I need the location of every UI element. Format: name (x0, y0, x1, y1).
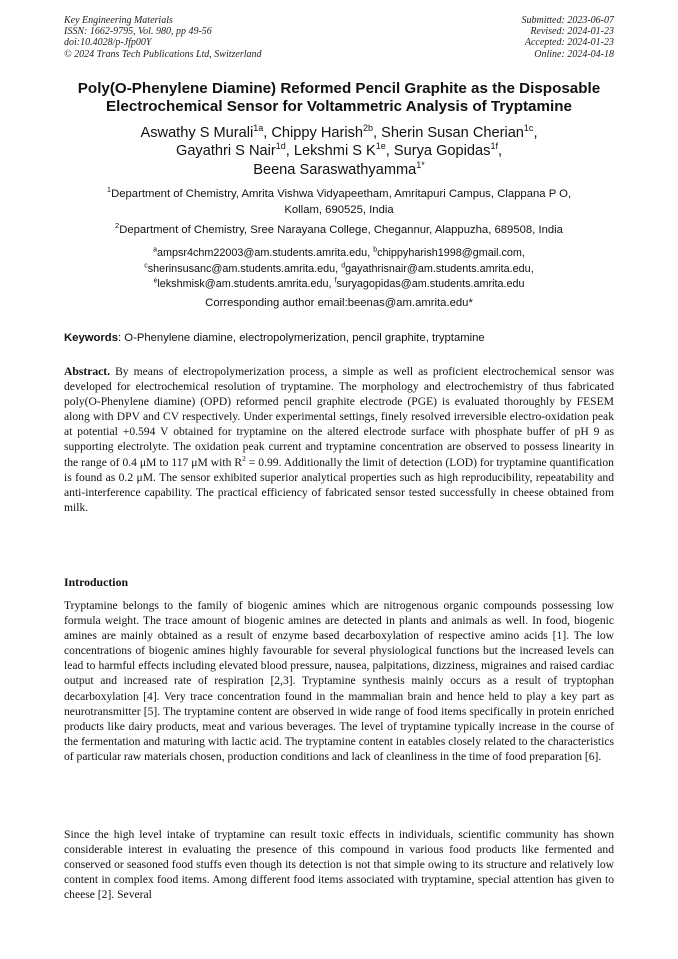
author-affiliation-mark: 1a (253, 123, 264, 134)
submission-dates (522, 15, 615, 60)
author-line-1: Aswathy S Murali$^{1a}$, Chippy Harish$^{2b}$, Sherin Susan Cherian$^{1c}$, (140, 123, 538, 141)
affiliation-text: Kollam, 690525, India (284, 204, 394, 216)
corresponding-author: Corresponding author email:beenas@am.amrita.edu* (205, 297, 473, 309)
title-line-1: Poly(O-Phenylene Diamine) Reformed Pencil Graphite as the Disposable (77, 80, 601, 97)
journal-name: Key Engineering Materials (64, 15, 173, 26)
keywords-text: : O-Phenylene diamine, electropolymerization, pencil graphite, tryptamine (118, 332, 485, 344)
affiliation-mark: 1 (106, 185, 112, 195)
author-affiliation-mark: 1f (490, 141, 498, 152)
journal-doi: doi:10.4028/p-Jfp00Y (64, 37, 152, 49)
date-submitted: Submitted: 2023-06-07 (521, 15, 614, 26)
email-link[interactable]: chippyharish1998@gmail.com, (377, 247, 525, 259)
journal-header (64, 15, 614, 60)
date-revised: Revised: 2024-01-23 (530, 26, 614, 38)
author-list (40, 124, 638, 179)
date-accepted: Accepted: 2024-01-23 (524, 37, 614, 49)
author-name: Lekshmi S K (293, 143, 376, 160)
author-name: Gayathri S Nair (175, 143, 276, 160)
affiliation-mark: 2 (115, 221, 120, 231)
journal-info (64, 15, 262, 60)
affiliation-text: Department of Chemistry, Sree Narayana College, Chegannur, Alappuzha, 689508, India (119, 224, 563, 236)
affiliation-text: Department of Chemistry, Amrita Vishwa Vidyapeetham, Amritapuri Campus, Clappana P O, (111, 188, 572, 200)
abstract (64, 364, 614, 515)
section-heading-introduction: Introduction (64, 575, 129, 589)
title-line-2: Electrochemical Sensor for Voltammetric Analysis of Tryptamine (106, 98, 572, 115)
abstract-label: Abstract. (64, 365, 111, 378)
author-affiliation-mark: 1d (275, 141, 286, 152)
author-line-2: Gayathri S Nair$^{1d}$, Lekshmi S $K^{1e}$, Surya Gopidas$^{1f}$, (175, 141, 503, 160)
author-emails: $^a$ampsr4chm22003@am.students.amrita.edu, $^b$chippyharish1998@gmail.com, $^c$sherinsusanc@am.students.amrita.edu, $^d$gayathrisnair@am.students.amrita.edu, $^e$lekshmisk@am.students.amrita.edu, $^f$suryagopidas@am.students.amrita.edu (144, 246, 534, 291)
email-link[interactable]: ampsr4chm22003@am.students.amrita.edu, (156, 247, 371, 259)
author-affiliation-mark: 1e (375, 141, 386, 152)
journal-copyright: © 2024 Trans Tech Publications Ltd, Switzerland (64, 48, 262, 60)
author-name: Aswathy S Murali (140, 125, 254, 141)
affiliation-2 (60, 222, 618, 238)
author-affiliation-mark: 1* (416, 159, 425, 170)
body-paragraph: Tryptamine belongs to the family of biogenic amines which are nitrogenous organic compounds possessing low formula weight. The trace amount of biogenic amines are detected in plants and animals as well. In food, biogenic amines are mainly obtained as a result of enzyme based decarboxylation of respective amino acids [1]. The low concentrations of biogenic amines highly favourable for several physiological functions but the increased levels can lead to harmful effects including elevated blood pressure, nausea, palpitations, dizziness, migraines and raised cardiac output and increased rate of respiration [2,3]. Tryptamine synthesis mainly occurs as a result of tryptophan decarboxylation [4]. Very trace concentration found in the mammalian brain and hence held to play a key part as neurotransmitter [5]. The tryptamine content are observed in wide range of food items specifically in protein enriched products like dairy products, meat and various beverages. The level of tryptamine typically increase in the course of the fermentation and maturing with lactic acid. The tryptamine content in eatables closely related to the characteristics of particular raw materials chosen, production conditions and lack of cleanliness in the time of food preparation [6]. (64, 599, 614, 763)
author-name: Beena Saraswathyamma (253, 161, 417, 178)
author-affiliation-mark: 1c (523, 123, 534, 134)
journal-issn: ISSN: 1662-9795, Vol. 980, pp 49-56 (64, 26, 212, 38)
abstract-text: = 0.99. Additionally the limit of detection (LOD) for tryptamine quantification is found as 0.2 μM. The sensor exhibited superior analytical properties such as high reproducibility, repeatability and anti-interference capability. The practical efficiency of fabricated sensor tested successfully in cheese obtained from milk. (64, 455, 614, 514)
keywords (64, 331, 614, 345)
date-online: Online: 2024-04-18 (534, 48, 614, 60)
affiliation-1 (60, 186, 618, 218)
superscript: 2 (242, 453, 246, 463)
email-link[interactable]: gayathrisnair@am.students.amrita.edu, (345, 262, 534, 275)
author-name: Sherin Susan Cherian (381, 125, 524, 141)
email-link[interactable]: lekshmisk@am.students.amrita.edu, (157, 278, 332, 291)
author-name: Chippy Harish (271, 125, 364, 141)
email-link[interactable]: sherinsusanc@am.students.amrita.edu, (147, 262, 339, 275)
author-line-3 (40, 161, 638, 179)
email-link[interactable]: suryagopidas@am.students.amrita.edu (336, 278, 525, 291)
author-affiliation-mark: 2b (363, 123, 374, 134)
author-name: Surya Gopidas (393, 143, 491, 160)
abstract-text: By means of electropolymerization process, a simple as well as proficient electrochemical sensor was developed for electrochemical resolution of tryptamine. The morphology and electrochemistry of thus fabricated poly(O-Phenylene diamine) (OPD) reformed pencil graphite electrode (PGE) is evaluated thoroughly by FESEM along with DPV and CV respectively. Under experimental settings, finely resolved irreversible electro-oxidation peak at potential +0.594 V obtained for tryptamine on the altered electrode surface with phosphate buffer of pH 9 as supporting electrolyte. The oxidation peak current and tryptamine concentration are observed to possess linearity in the range of 0.4 μM to 117 μM with R (64, 365, 614, 469)
paper-title (40, 80, 638, 116)
body-paragraph: Since the high level intake of tryptamine can result toxic effects in individuals, scientific community has shown considerable interest in evaluating the presence of this compound in various food products like fermented and conserved or seasoned food stuffs even though its detection is not that simple owing to its structure and relatively low content in complex food items. Among different food items associated with tryptamine, special attention has given to cheese [2]. Several (64, 828, 614, 902)
keywords-label: Keywords (64, 332, 118, 344)
